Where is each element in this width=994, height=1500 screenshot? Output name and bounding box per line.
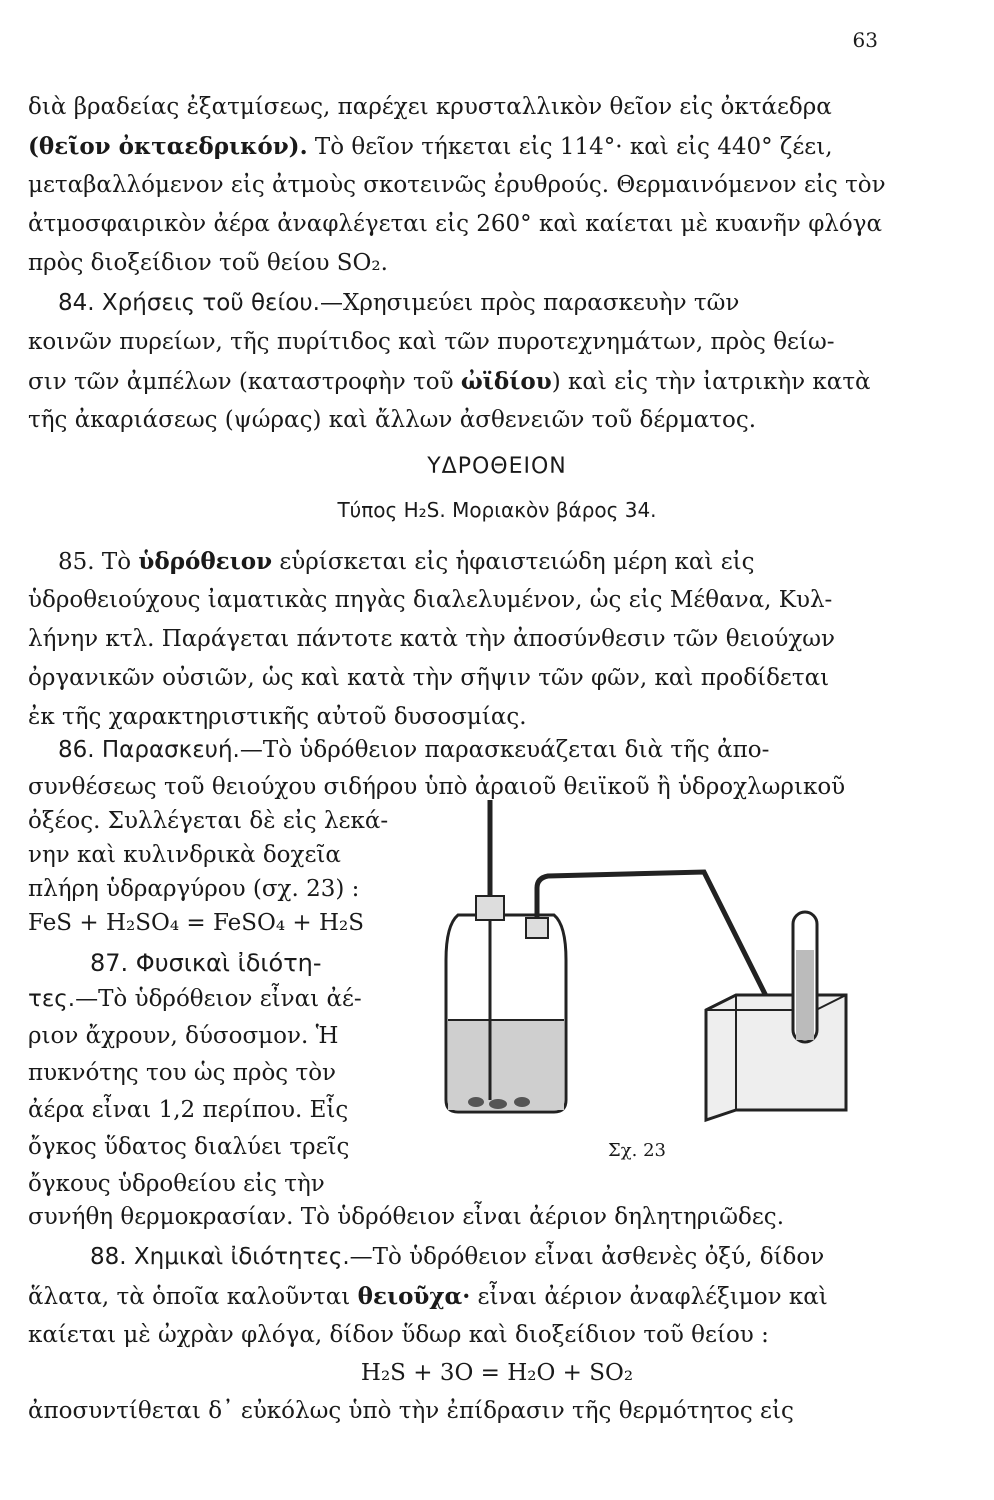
text-line: ἅλατα, τὰ ὁποῖα καλοῦνται θειοῦχα· εἶναι ἀέριον ἀναφλέξιμον καὶ — [28, 1283, 828, 1310]
section-85-first-line: 85. Τὸ ὑδρόθειον εὑρίσκεται εἰς ἡφαιστειώδη μέρη καὶ εἰς — [58, 548, 755, 575]
bold-term: (θεῖον ὀκταεδρικόν). — [28, 133, 308, 160]
text-line: (θεῖον ὀκταεδρικόν). Τὸ θεῖον τήκεται εἰς 114°· καὶ εἰς 440° ζέει, — [28, 133, 833, 160]
text-line: νην καὶ κυλινδρικὰ δοχεῖα — [28, 842, 341, 868]
text-line: ἀτμοσφαιρικὸν ἀέρα ἀναφλέγεται εἰς 260° καὶ καίεται μὲ κυανῆν φλόγα — [28, 211, 883, 237]
section-title: 88. Χημικαὶ ἰδιότητες. — [90, 1244, 350, 1270]
section-title: 84. Χρήσεις τοῦ θείου. — [58, 290, 320, 316]
text-line: ὀξέος. Συλλέγεται δὲ εἰς λεκά- — [28, 808, 389, 834]
text-line: ἐκ τῆς χαρακτηριστικῆς αὐτοῦ δυσοσμίας. — [28, 704, 527, 730]
text-line: ἀποσυντίθεται δ᾽ εὐκόλως ὑπὸ τὴν ἐπίδρασιν τῆς θερμότητος εἰς — [28, 1398, 794, 1424]
section-title: 87. Φυσικαὶ ἰδιότη- — [90, 949, 322, 977]
text-line: πρὸς διοξείδιον τοῦ θείου SO₂. — [28, 250, 388, 276]
liquid — [448, 1020, 564, 1110]
bold-term: θειοῦχα· — [357, 1283, 471, 1310]
text-line: πυκνότης του ὡς πρὸς τὸν — [28, 1060, 337, 1086]
formula-line: Τύπος H₂S. Μοριακὸν βάρος 34. — [337, 498, 657, 522]
figure-caption: Σχ. 23 — [608, 1140, 666, 1161]
section-heading: ΥΔΡΟΘΕΙΟΝ — [427, 454, 567, 479]
section-86-first-line: 86. Παρασκευή.—Τὸ ὑδρόθειον παρασκευάζεται διὰ τῆς ἀπο- — [58, 737, 770, 763]
text-line: τες.—Τὸ ὑδρόθειον εἶναι ἀέ- — [28, 986, 362, 1012]
right-stopper — [526, 918, 548, 938]
section-84-first-line: 84. Χρήσεις τοῦ θείου.—Χρησιμεύει πρὸς παρασκευὴν τῶν — [58, 290, 740, 316]
text-line: ὄγκους ὑδροθείου εἰς τὴν — [28, 1171, 325, 1197]
text-line: ἀέρα εἶναι 1,2 περίπου. Εἷς — [28, 1097, 349, 1123]
text-line: καίεται μὲ ὠχρὰν φλόγα, δίδον ὕδωρ καὶ διοξείδιον τοῦ θείου : — [28, 1322, 769, 1348]
equation: FeS + H₂SO₄ = FeSO₄ + H₂S — [28, 910, 365, 936]
section-88-first-line: 88. Χημικαὶ ἰδιότητες.—Τὸ ὑδρόθειον εἶναι ἀσθενὲς ὀξύ, δίδον — [90, 1244, 825, 1270]
text-line: συνθέσεως τοῦ θειούχου σιδήρου ὑπὸ ἀραιοῦ θειϊκοῦ ἢ ὑδροχλωρικοῦ — [28, 774, 846, 800]
section-title: 86. Παρασκευή. — [58, 737, 240, 763]
text-line: σιν τῶν ἀμπέλων (καταστροφὴν τοῦ ὠϊδίου) καὶ εἰς τὴν ἰατρικὴν κατὰ — [28, 368, 871, 395]
apparatus-illustration — [436, 800, 906, 1130]
trough — [706, 995, 846, 1120]
bold-term: ὑδρόθειον — [138, 548, 273, 575]
bold-term: ὠϊδίου — [460, 368, 552, 395]
text-line: ὀργανικῶν οὐσιῶν, ὡς καὶ κατὰ τὴν σῆψιν τῶν φῶν, καὶ προδίδεται — [28, 665, 830, 691]
text-line: συνήθη θερμοκρασίαν. Τὸ ὑδρόθειον εἶναι ἀέριον δηλητηριῶδες. — [28, 1204, 785, 1230]
text-line: πλήρη ὑδραργύρου (σχ. 23) : — [28, 876, 360, 902]
text-line: ὄγκος ὕδατος διαλύει τρεῖς — [28, 1134, 350, 1160]
text-line: μεταβαλλόμενον εἰς ἀτμοὺς σκοτεινῶς ἐρυθρούς. Θερμαινόμενον εἰς τὸν — [28, 172, 886, 198]
text-line: ὑδροθειούχους ἰαματικὰς πηγὰς διαλελυμένον, ὡς εἰς Μέθανα, Κυλ- — [28, 587, 833, 613]
text-line: διὰ βραδείας ἐξατμίσεως, παρέχει κρυσταλλικὸν θεῖον εἰς ὀκτάεδρα — [28, 94, 832, 120]
left-stopper — [476, 896, 504, 920]
page-number: 63 — [852, 28, 878, 52]
equation: H₂S + 3O = H₂O + SO₂ — [360, 1360, 634, 1386]
text-line: λήνην κτλ. Παράγεται πάντοτε κατὰ τὴν ἀποσύνθεσιν τῶν θειούχων — [28, 626, 836, 652]
text-line: ριον ἄχρουν, δύσοσμον. Ἡ — [28, 1023, 339, 1049]
text-line: τῆς ἀκαριάσεως (ψώρας) καὶ ἄλλων ἀσθενειῶν τοῦ δέρματος. — [28, 407, 757, 433]
text-line: κοινῶν πυρείων, τῆς πυρίτιδος καὶ τῶν πυροτεχνημάτων, πρὸς θείω- — [28, 329, 835, 355]
